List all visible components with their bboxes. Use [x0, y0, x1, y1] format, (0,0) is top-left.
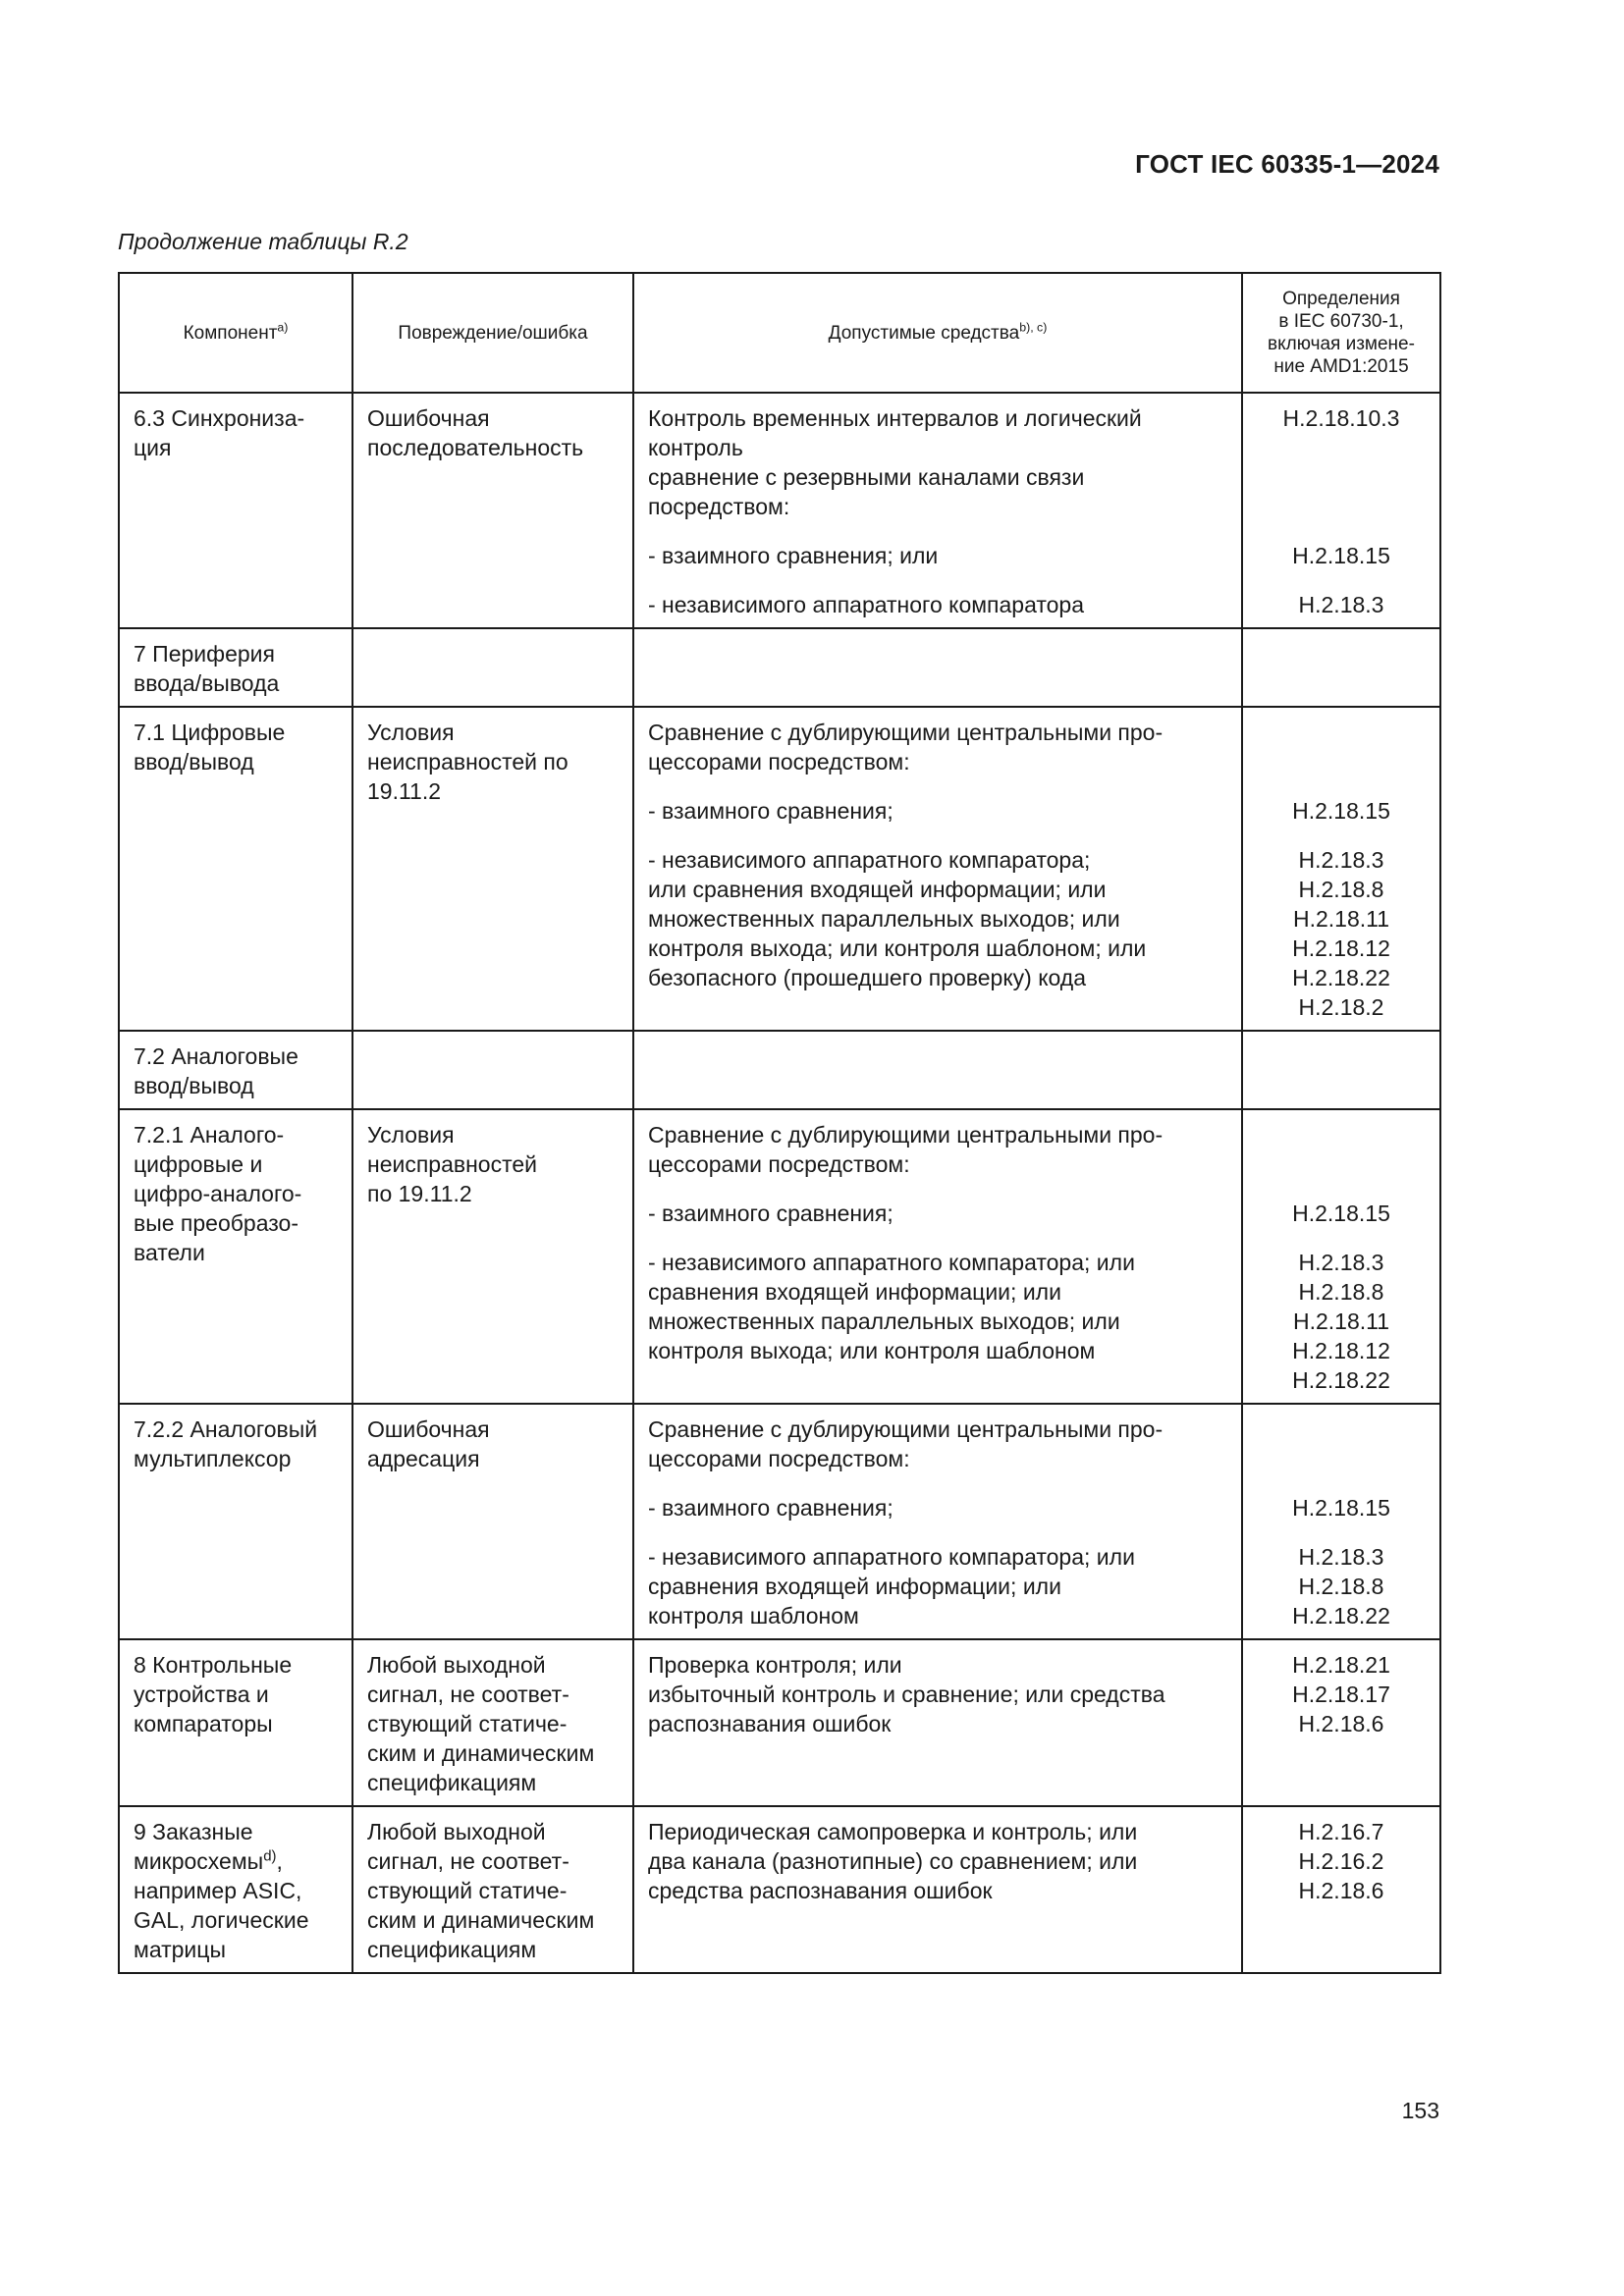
means-cell	[633, 1031, 1242, 1109]
table-body	[119, 393, 1440, 1973]
means-segment	[648, 1817, 1231, 1905]
component-line: компараторы	[134, 1711, 273, 1736]
means-segment	[648, 1120, 1231, 1179]
definition-line: H.2.18.12	[1292, 1338, 1390, 1363]
means-cell	[633, 628, 1242, 707]
component-line: микросхемы$^{d)}$,	[134, 1847, 283, 1874]
component-line: например ASIC,	[134, 1878, 302, 1903]
table-row	[119, 628, 1440, 707]
component-line: 9 Заказные	[134, 1819, 253, 1844]
fault-line: 19.11.2	[367, 778, 442, 804]
definitions-cell	[1242, 1109, 1440, 1404]
component-cell	[119, 1806, 352, 1973]
component-line: ввода/вывода	[134, 670, 280, 696]
component-line: 7.2.2 Аналоговый	[134, 1416, 318, 1442]
table-caption: Продолжение таблицы R.2	[118, 229, 408, 254]
fault-line: ским и динамическим	[367, 1740, 595, 1766]
fault-line: ским и динамическим	[367, 1907, 595, 1933]
definitions-cell	[1242, 1806, 1440, 1973]
definition-line: H.2.18.15	[1292, 1201, 1390, 1226]
means-segment	[648, 541, 1231, 570]
means-line: контроля шаблоном	[648, 1603, 859, 1629]
definition-line: H.2.18.3	[1298, 1544, 1384, 1570]
definition-line: H.2.18.2	[1298, 994, 1384, 1020]
means-line: контроля выхода; или контроля шаблоном	[648, 1338, 1096, 1363]
means-line: - независимого аппаратного компаратора;	[648, 847, 1091, 873]
fault-line: спецификациям	[367, 1937, 537, 1962]
means-line: - взаимного сравнения;	[648, 1201, 893, 1226]
component-line: 6.3 Синхрониза-	[134, 405, 305, 431]
fault-line: последовательность	[367, 435, 584, 460]
means-segment	[648, 1415, 1231, 1473]
segment-gap	[1249, 1228, 1434, 1248]
fault-line: Ошибочная	[367, 405, 490, 431]
means-line: множественных параллельных выходов; или	[648, 906, 1120, 932]
component-line: ввод/вывод	[134, 749, 254, 774]
fault-cell	[352, 628, 633, 707]
segment-gap	[1249, 1473, 1434, 1493]
header-component: Компонент$^{a)}$	[119, 273, 352, 393]
means-line: - независимого аппаратного компаратора	[648, 592, 1085, 617]
definitions-segment	[1249, 541, 1434, 570]
means-line: Проверка контроля; или	[648, 1652, 902, 1678]
definitions-segment	[1249, 590, 1434, 619]
means-segment	[648, 1493, 1231, 1522]
fault-line: неисправностей по	[367, 749, 568, 774]
fault-line: сигнал, не соответ-	[367, 1848, 569, 1874]
definition-line: H.2.18.21	[1292, 1652, 1390, 1678]
segment-gap	[1249, 570, 1434, 590]
means-cell	[633, 1109, 1242, 1404]
definitions-segment	[1249, 1493, 1434, 1522]
component-cell	[119, 628, 352, 707]
means-line: Контроль временных интервалов и логический	[648, 405, 1142, 431]
definitions-segment	[1249, 796, 1434, 826]
definitions-cell	[1242, 1031, 1440, 1109]
page-number: 153	[1401, 2098, 1439, 2123]
segment-gap	[648, 776, 1231, 796]
segment-gap	[1249, 1522, 1434, 1542]
definition-line: H.2.18.6	[1298, 1878, 1384, 1903]
means-segment	[648, 796, 1231, 826]
definition-line: H.2.18.22	[1292, 1603, 1390, 1629]
means-line: контроль	[648, 435, 743, 460]
means-line: Сравнение с дублирующими центральными про-	[648, 720, 1164, 745]
means-line: сравнение с резервными каналами связи	[648, 464, 1085, 490]
component-line: мультиплексор	[134, 1446, 292, 1471]
definitions-cell	[1242, 1404, 1440, 1639]
definition-line: H.2.18.3	[1298, 847, 1384, 873]
component-line: 8 Контрольные	[134, 1652, 293, 1678]
means-segment	[648, 845, 1231, 1022]
segment-gap	[648, 1522, 1231, 1542]
means-line: цессорами посредством:	[648, 1446, 910, 1471]
table-row	[119, 1109, 1440, 1404]
means-cell	[633, 707, 1242, 1031]
definition-line: H.2.16.7	[1298, 1819, 1384, 1844]
segment-gap	[1249, 1179, 1434, 1199]
fault-cell	[352, 1031, 633, 1109]
table-row	[119, 1031, 1440, 1109]
component-line: GAL, логические	[134, 1907, 309, 1933]
means-line: сравнения входящей информации; или	[648, 1574, 1061, 1599]
definition-line: H.2.18.6	[1298, 1711, 1384, 1736]
means-segment	[648, 403, 1231, 521]
means-line: средства распознавания ошибок	[648, 1878, 993, 1903]
definition-line: H.2.18.10.3	[1282, 405, 1400, 431]
component-line: 7 Периферия	[134, 641, 275, 667]
component-line: 7.2 Аналоговые	[134, 1043, 298, 1069]
definitions-segment	[1249, 1650, 1434, 1738]
means-line: множественных параллельных выходов; или	[648, 1308, 1120, 1334]
component-line: ввод/вывод	[134, 1073, 254, 1098]
means-segment	[648, 1199, 1231, 1228]
fault-line: сигнал, не соответ-	[367, 1682, 569, 1707]
fault-line: спецификациям	[367, 1770, 537, 1795]
means-line: Периодическая самопроверка и контроль; или	[648, 1819, 1138, 1844]
component-line: цифро-аналого-	[134, 1181, 302, 1206]
means-segment	[648, 1542, 1231, 1630]
header-fault: Повреждение/ошибка	[352, 273, 633, 393]
table-row	[119, 1404, 1440, 1639]
component-line: 7.2.1 Аналого-	[134, 1122, 285, 1148]
fault-line: ствующий статиче-	[367, 1878, 568, 1903]
component-line: ция	[134, 435, 172, 460]
means-line: цессорами посредством:	[648, 749, 910, 774]
component-line: 7.1 Цифровые	[134, 720, 286, 745]
table-row	[119, 1639, 1440, 1806]
means-cell	[633, 393, 1242, 628]
definition-line: H.2.18.3	[1298, 1250, 1384, 1275]
fault-cell	[352, 393, 633, 628]
fault-line: по 19.11.2	[367, 1181, 472, 1206]
definitions-cell	[1242, 707, 1440, 1031]
means-segment	[648, 718, 1231, 776]
definitions-segment	[1249, 1415, 1434, 1473]
fault-line: Ошибочная	[367, 1416, 490, 1442]
table-row	[119, 393, 1440, 628]
table-r2	[118, 272, 1441, 1974]
fault-cell	[352, 1404, 633, 1639]
fault-line: Условия	[367, 720, 455, 745]
means-line: распознавания ошибок	[648, 1711, 892, 1736]
definition-line: H.2.18.8	[1298, 1574, 1384, 1599]
means-line: Сравнение с дублирующими центральными про-	[648, 1416, 1164, 1442]
means-cell	[633, 1639, 1242, 1806]
means-line: - взаимного сравнения;	[648, 1495, 893, 1521]
definition-line: H.2.18.22	[1292, 1367, 1390, 1393]
header-definitions: Определения в IEC 60730-1, включая измене- ние AMD1:2015	[1242, 273, 1440, 393]
means-line: два канала (разнотипные) со сравнением; или	[648, 1848, 1138, 1874]
component-cell	[119, 1639, 352, 1806]
table-header-row	[119, 273, 1440, 393]
table-row	[119, 707, 1440, 1031]
segment-gap	[1249, 776, 1434, 796]
component-line: вые преобразо-	[134, 1210, 298, 1236]
definitions-segment	[1249, 403, 1434, 521]
fault-line: Любой выходной	[367, 1652, 546, 1678]
means-line: цессорами посредством:	[648, 1151, 910, 1177]
definitions-cell	[1242, 628, 1440, 707]
definition-line: H.2.18.15	[1292, 798, 1390, 824]
definition-line: H.2.18.15	[1292, 1495, 1390, 1521]
segment-gap	[1249, 521, 1434, 541]
fault-cell	[352, 1109, 633, 1404]
header-means: Допустимые средства$^{b), c)}$	[633, 273, 1242, 393]
component-line: устройства и	[134, 1682, 269, 1707]
component-line: ватели	[134, 1240, 205, 1265]
fault-line: неисправностей	[367, 1151, 538, 1177]
means-line: - независимого аппаратного компаратора; или	[648, 1250, 1135, 1275]
means-line: безопасного (прошедшего проверку) кода	[648, 965, 1087, 990]
means-cell	[633, 1806, 1242, 1973]
segment-gap	[648, 1228, 1231, 1248]
definition-line: H.2.18.3	[1298, 592, 1384, 617]
means-line: избыточный контроль и сравнение; или средства	[648, 1682, 1165, 1707]
definition-line: H.2.18.12	[1292, 935, 1390, 961]
fault-line: ствующий статиче-	[367, 1711, 568, 1736]
definition-line: H.2.18.15	[1292, 543, 1390, 568]
component-cell	[119, 1404, 352, 1639]
fault-line: адресация	[367, 1446, 480, 1471]
means-line: или сравнения входящей информации; или	[648, 877, 1107, 902]
definition-line: H.2.18.17	[1292, 1682, 1390, 1707]
means-segment	[648, 590, 1231, 619]
definitions-segment	[1249, 845, 1434, 1022]
means-cell	[633, 1404, 1242, 1639]
definition-line: H.2.18.8	[1298, 1279, 1384, 1305]
component-line: матрицы	[134, 1937, 226, 1962]
definition-line: H.2.18.11	[1292, 906, 1390, 932]
segment-gap	[648, 1473, 1231, 1493]
means-segment	[648, 1248, 1231, 1395]
definitions-segment	[1249, 1120, 1434, 1179]
fault-cell	[352, 707, 633, 1031]
segment-gap	[648, 826, 1231, 845]
means-segment	[648, 1650, 1231, 1738]
component-cell	[119, 1109, 352, 1404]
means-line: - взаимного сравнения;	[648, 798, 893, 824]
fault-line: Условия	[367, 1122, 455, 1148]
definitions-segment	[1249, 1199, 1434, 1228]
definitions-segment	[1249, 1248, 1434, 1395]
segment-gap	[648, 1179, 1231, 1199]
fault-cell	[352, 1639, 633, 1806]
fault-cell	[352, 1806, 633, 1973]
means-line: сравнения входящей информации; или	[648, 1279, 1061, 1305]
segment-gap	[1249, 826, 1434, 845]
component-cell	[119, 393, 352, 628]
segment-gap	[648, 570, 1231, 590]
definitions-cell	[1242, 1639, 1440, 1806]
component-cell	[119, 1031, 352, 1109]
means-line: посредством:	[648, 494, 790, 519]
component-cell	[119, 707, 352, 1031]
definition-line: H.2.18.8	[1298, 877, 1384, 902]
definitions-cell	[1242, 393, 1440, 628]
definitions-segment	[1249, 718, 1434, 776]
table-row	[119, 1806, 1440, 1973]
means-line: контроля выхода; или контроля шаблоном; или	[648, 935, 1147, 961]
definition-line: H.2.18.22	[1292, 965, 1390, 990]
definitions-segment	[1249, 1542, 1434, 1630]
definition-line: H.2.16.2	[1298, 1848, 1384, 1874]
fault-line: Любой выходной	[367, 1819, 546, 1844]
segment-gap	[648, 521, 1231, 541]
means-line: - независимого аппаратного компаратора; или	[648, 1544, 1135, 1570]
component-line: цифровые и	[134, 1151, 263, 1177]
means-line: Сравнение с дублирующими центральными про-	[648, 1122, 1164, 1148]
definitions-segment	[1249, 1817, 1434, 1905]
document-title: ГОСТ IEC 60335-1—2024	[1135, 149, 1439, 179]
means-line: - взаимного сравнения; или	[648, 543, 939, 568]
definition-line: H.2.18.11	[1292, 1308, 1390, 1334]
